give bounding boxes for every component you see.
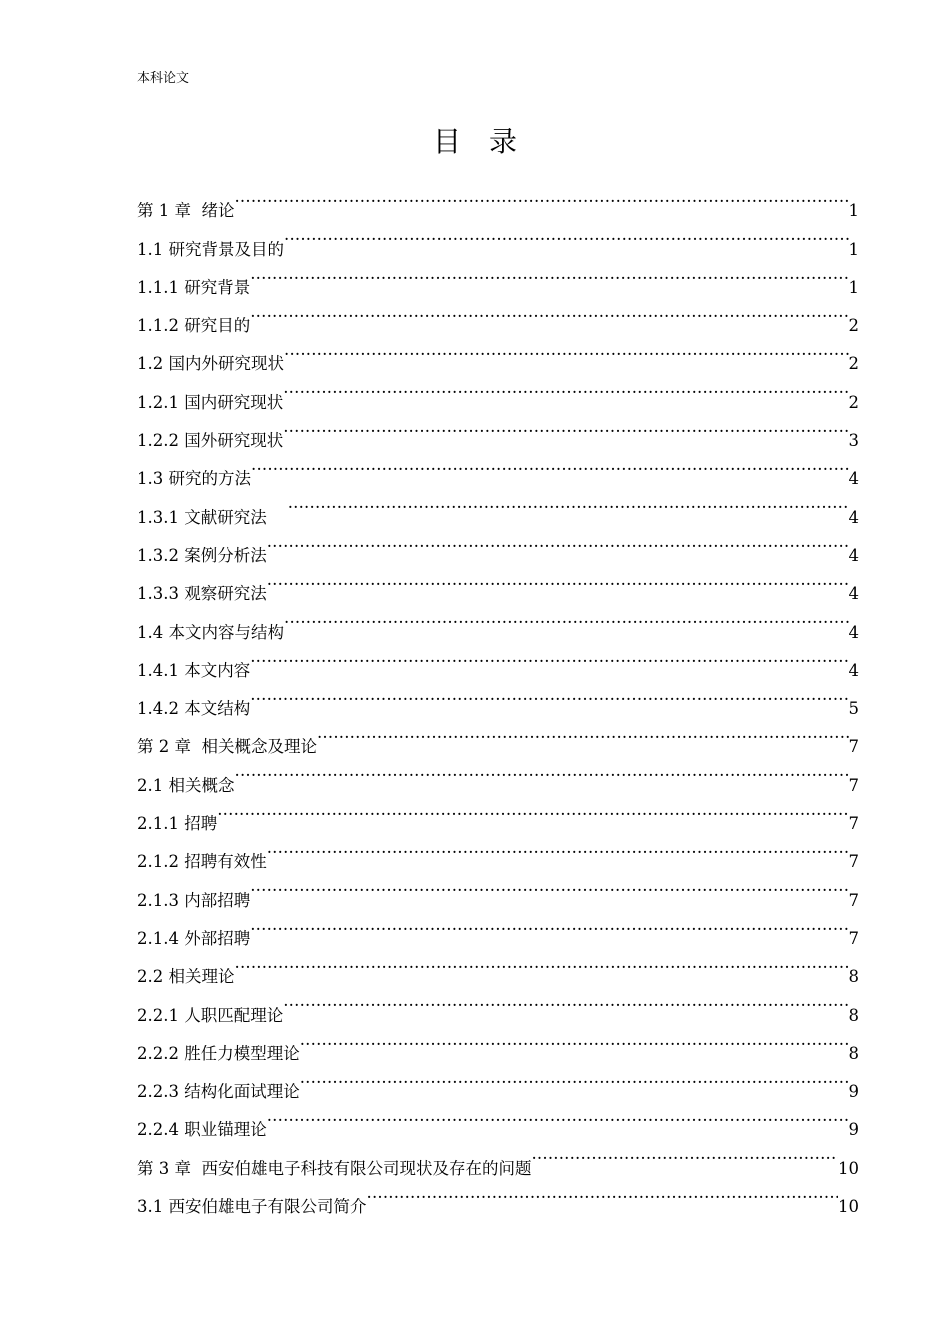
toc-dot-leader (367, 1174, 839, 1212)
toc-entry-page: 7 (848, 928, 859, 948)
toc-entry-label: 2.2.3 结构化面试理论 (137, 1082, 300, 1102)
toc-entry-label: 1.1.2 研究目的 (137, 316, 251, 336)
toc-dot-leader (250, 906, 848, 944)
toc-title-left: 目 (432, 125, 461, 158)
toc-dot-leader (250, 867, 848, 905)
toc-dot-leader (267, 1097, 849, 1135)
page-header: 本科论文 (137, 71, 190, 86)
toc-entry-label: 第 1 章 绪论 (137, 201, 235, 221)
toc-entry-label: 1.1.1 研究背景 (137, 277, 251, 297)
toc-entry-page: 1 (848, 239, 859, 259)
toc-entry-page: 5 (848, 699, 859, 719)
toc-entry-page: 4 (848, 507, 859, 527)
toc-entry-label: 1.4.1 本文内容 (137, 660, 251, 680)
toc-entry-label: 1.4 本文内容与结构 (137, 622, 284, 642)
toc-dot-leader (267, 561, 849, 599)
toc-entry-page: 4 (848, 469, 859, 489)
toc-entry-page: 10 (838, 1197, 859, 1217)
toc-entry-label: 2.1 相关概念 (137, 775, 235, 795)
toc-entry-label: 1.3.3 观察研究法 (137, 584, 267, 604)
toc-entry-page: 2 (848, 316, 859, 336)
toc-title-right: 录 (489, 125, 518, 158)
toc-entry-label: 1.2 国内外研究现状 (137, 354, 284, 374)
toc-entry[interactable] (137, 752, 859, 795)
toc-dot-leader (250, 255, 848, 293)
toc-dot-leader (288, 484, 849, 522)
toc-entry-page: 2 (848, 354, 859, 374)
toc-dot-leader (250, 638, 848, 676)
toc-entry-label: 2.2 相关理论 (137, 967, 235, 987)
toc-entry-label: 3.1 西安伯雄电子有限公司简介 (137, 1197, 367, 1217)
table-of-contents (137, 178, 859, 1217)
toc-dot-leader (267, 829, 849, 867)
toc-dot-leader (250, 293, 848, 331)
toc-dot-leader (284, 331, 849, 369)
toc-entry-label: 2.1.4 外部招聘 (137, 928, 251, 948)
toc-entry[interactable] (137, 791, 859, 834)
toc-entry[interactable] (137, 944, 859, 987)
toc-dot-leader (235, 944, 849, 982)
toc-entry-label: 2.2.2 胜任力模型理论 (137, 1043, 300, 1063)
toc-entry-page: 7 (848, 852, 859, 872)
toc-dot-leader (267, 523, 849, 561)
toc-entry-label: 第 2 章 相关概念及理论 (137, 737, 317, 757)
toc-entry-page: 7 (848, 890, 859, 910)
toc-entry[interactable] (137, 829, 859, 872)
toc-entry-label: 2.2.1 人职匹配理论 (137, 1005, 284, 1025)
toc-entry-label: 1.4.2 本文结构 (137, 699, 251, 719)
toc-dot-leader (283, 369, 848, 407)
toc-entry-page: 8 (848, 1005, 859, 1025)
toc-dot-leader (250, 676, 848, 714)
toc-entry-label: 2.1.1 招聘 (137, 814, 218, 834)
toc-dot-leader (300, 1059, 849, 1097)
toc-dot-leader (284, 599, 849, 637)
toc-entry-page: 9 (848, 1082, 859, 1102)
toc-entry-page: 9 (848, 1120, 859, 1140)
toc-dot-leader (317, 714, 849, 752)
toc-entry-label: 1.3.2 案例分析法 (137, 545, 267, 565)
toc-entry-label: 2.1.2 招聘有效性 (137, 852, 267, 872)
toc-entry-page: 7 (848, 737, 859, 757)
toc-title (0, 124, 950, 160)
toc-entry-page: 8 (848, 967, 859, 987)
toc-entry-page: 4 (848, 545, 859, 565)
toc-entry-page: 10 (838, 1158, 859, 1178)
toc-entry-page: 1 (848, 277, 859, 297)
toc-entry-label: 2.2.4 职业锚理论 (137, 1120, 267, 1140)
toc-dot-leader (531, 1135, 838, 1173)
toc-dot-leader (284, 216, 849, 254)
toc-entry-page: 3 (848, 431, 859, 451)
toc-dot-leader (251, 446, 849, 484)
toc-entry-page: 7 (848, 814, 859, 834)
toc-dot-leader (283, 408, 848, 446)
toc-entry-label: 1.1 研究背景及目的 (137, 239, 284, 259)
toc-entry-page: 4 (848, 660, 859, 680)
toc-entry-page: 4 (848, 622, 859, 642)
toc-entry-page: 8 (848, 1043, 859, 1063)
toc-entry[interactable] (137, 216, 859, 259)
toc-entry-label: 1.2.1 国内研究现状 (137, 392, 284, 412)
toc-dot-leader (283, 982, 848, 1020)
toc-dot-leader (217, 791, 848, 829)
toc-entry-label: 1.3.1 文献研究法 (137, 507, 288, 527)
toc-entry-label: 1.2.2 国外研究现状 (137, 431, 284, 451)
toc-entry-page: 7 (848, 775, 859, 795)
toc-dot-leader (300, 1021, 849, 1059)
toc-entry[interactable] (137, 982, 859, 1025)
toc-entry-page: 4 (848, 584, 859, 604)
toc-dot-leader (234, 178, 848, 216)
toc-entry[interactable] (137, 178, 859, 221)
toc-entry-label: 第 3 章 西安伯雄电子科技有限公司现状及存在的问题 (137, 1158, 532, 1178)
toc-entry-page: 2 (848, 392, 859, 412)
toc-entry-page: 1 (848, 201, 859, 221)
toc-entry-label: 1.3 研究的方法 (137, 469, 251, 489)
toc-entry-label: 2.1.3 内部招聘 (137, 890, 251, 910)
toc-dot-leader (235, 752, 849, 790)
